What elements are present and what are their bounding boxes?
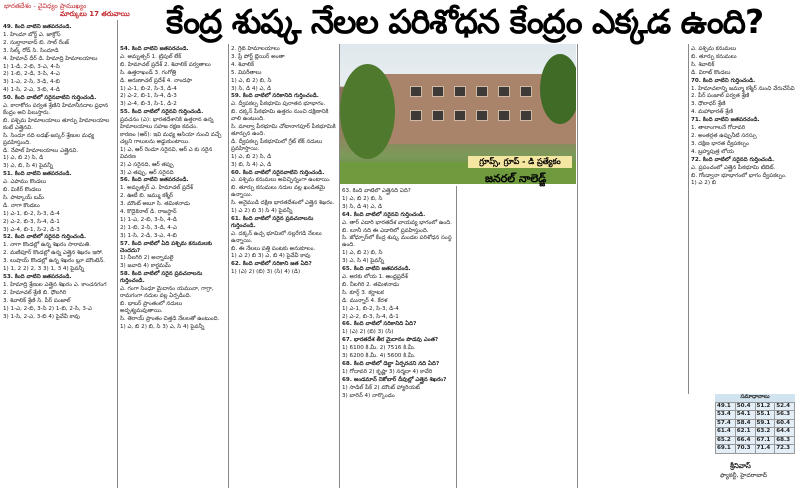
question-line: 1) ఎ 2) బి bbox=[691, 180, 717, 187]
answer-cell: 67.1 bbox=[755, 436, 775, 445]
question-line: బి. మికిర్ కొండలు bbox=[3, 187, 42, 194]
question-line: 1. తాలాంగాలనే గోదావరి bbox=[691, 125, 746, 132]
question-line: 2) ఎ-2, బి-3, సి-4, డి-1 bbox=[342, 313, 399, 320]
question-line: 3) 1-సి, 2-ఎ, 3-బి 4) పైవేవీ కావు bbox=[3, 313, 80, 320]
question-line: బి. గోండ్వానా భూభాగంలో భాగం ద్వీపకల్పం. bbox=[691, 172, 787, 179]
question-line: 3. శివాలిక్ శ్రేణి సి. పీర్ పంజాల్ bbox=[3, 297, 71, 304]
question-line: సి. మాల్వా పీఠభూమి చోటానాగపూర్ పీఠభూమికి తూర్పున ఉంది. bbox=[231, 124, 336, 137]
question-line: ఎ. పశ్చిమ కనుమలు bbox=[691, 46, 737, 52]
answer-cell: 52.4 bbox=[775, 402, 795, 411]
question-stem: 65. కింది వాటిని జతపరచండి. bbox=[342, 266, 411, 273]
question-line: 1) ఎ, బి 2) బి, సి 3) ఎ, సి 4) పైవన్నీ bbox=[120, 323, 205, 330]
column-1 bbox=[3, 24, 115, 488]
section-banner: గ్రూప్స్, గ్రూప్ - డి ప్రత్యేకం bbox=[468, 156, 572, 168]
question-line: బి. పశ్చిమ హిమాలయాలు తూర్పు హిమాలయాల కంటే ఎత్తైనవి. bbox=[3, 117, 110, 131]
author-name: శ్రీనివాస్ bbox=[730, 462, 751, 470]
question-line: 1) (ఎ) 2) (బి) 3) (సి) 4) (డి) bbox=[231, 269, 301, 276]
answer-cell: 57.4 bbox=[716, 419, 736, 428]
question-line: 1) ఎ, బి 2) సి, డి bbox=[231, 153, 272, 160]
question-line: 4) 1-సి, 2-ఎ, 3-బి, 4-డి bbox=[3, 87, 60, 94]
question-line: ఎ. దక్కన్ ఉచ్చ భూమిలో నల్లరేగడి నేలలు ఉన్నాయి. bbox=[231, 230, 322, 244]
question-line: 3. లుషాయ్ కొండల్లో ఉన్న శిఖరం బ్లూ మౌంటెన్. bbox=[3, 258, 105, 265]
answer-cell: 60.4 bbox=[775, 419, 795, 428]
question-line: 2) ఎ-2, బి-3, సి-4, డి-1 bbox=[3, 218, 60, 225]
question-line: బి. తూర్పు కనుమలు bbox=[691, 53, 737, 60]
window bbox=[454, 110, 466, 121]
answer-cell: 66.4 bbox=[735, 436, 755, 445]
answers-row bbox=[716, 411, 795, 420]
question-line: బి. భాబర్ ప్రాంతంలో నదులు అదృశ్యమవుతాయి. bbox=[120, 300, 183, 314]
question-line: 3) సి, డి 4) ఎ, డి bbox=[342, 203, 383, 210]
question-line: బి. దక్కన్ పీఠభూమి ఉత్తరం నుంచి దక్షిణానికి వాలి ఉంటుంది. bbox=[231, 109, 329, 123]
question-stem: 59. కింది వాటిలో సరికానిది గుర్తించండి. bbox=[231, 93, 319, 100]
question-line: బి. లూనీ నది ఈ ఎడారిలో ప్రవహిస్తుంది. bbox=[342, 227, 429, 234]
window bbox=[432, 110, 444, 121]
question-stem: 51. కింది వాటిని జతపరచండి. bbox=[3, 171, 72, 178]
question-line: డి. మున్నార్ 4. కేరళ bbox=[342, 297, 388, 304]
column-3 bbox=[231, 46, 337, 488]
question-line: 63. కింది వాటిలో ఎత్తైనది ఏది? bbox=[342, 188, 411, 194]
question-line: 1. హిమాచలాన్ని జమ్మూ కశ్మీర్ నుంచి వేరుచేసేవి bbox=[691, 85, 795, 92]
page-title: కేంద్ర శుష్క నేలల పరిశోధన కేంద్రం ఎక్కడ ఉంది? bbox=[166, 2, 764, 41]
question-line: 2. ఊటీ బి. జమ్ము కశ్మీర్ bbox=[120, 193, 174, 200]
question-line: 1) 6100 కి.మీ. 2) 7516 కి.మీ. bbox=[342, 345, 416, 352]
question-stem: 69. అండమాన్ నికోబార్ దీవుల్లో ఎత్తైన శిఖరం? bbox=[342, 376, 447, 383]
question-line: 1) ఎ, బి 2) బి, సి bbox=[342, 250, 383, 257]
question-stem: 52. కింది వాటిలో సరైనది గుర్తించండి. bbox=[3, 234, 87, 241]
question-line: 1. నాగా కొండల్లో ఉన్న శిఖరం సారామతి. bbox=[3, 242, 91, 249]
question-line: 1. అమృత్సర్ ఎ. హిమాచల్ ప్రదేశ్ bbox=[120, 185, 193, 192]
question-line: డి. నేపాల్ హిమాలయాలు ఎత్తైనవి. bbox=[3, 147, 79, 154]
question-line: ఎ. కారాకోరం పర్వత శ్రేణిని హిమానీనదాల ప్రధాన కేంద్రం అని పిలుస్తారు. bbox=[3, 103, 109, 116]
question-line: 2) ఎ సరైనది, ఆర్ తప్పు bbox=[120, 161, 174, 168]
question-line: సి. అనైముడి దక్షిణ భారతదేశంలో ఎత్తైన శిఖరం. bbox=[231, 200, 335, 207]
question-line: డి. అరుణాచల్ ప్రదేశ్ 4. నాందఫా bbox=[120, 77, 193, 84]
question-line: 1) 1, 2 2) 2, 3 3) 1, 3 4) పైవన్నీ bbox=[3, 266, 85, 273]
question-line: 3. మౌంట్ అబూ సి. తమిళనాడు bbox=[120, 201, 190, 208]
question-line: డి. విరాట్ కొండలు bbox=[691, 69, 731, 76]
answer-cell: 62.1 bbox=[735, 428, 755, 437]
answer-cell: 71.4 bbox=[755, 445, 775, 454]
question-line: 3) బి, సి 4) ఎ, డి bbox=[231, 161, 272, 168]
answers-row bbox=[716, 419, 795, 428]
question-line: 4. కొడైకెనాల్ డి. రాజస్థాన్ bbox=[120, 209, 177, 216]
tree bbox=[340, 64, 395, 159]
question-line: బి. నీలగిరి 2. తమిళనాడు bbox=[342, 281, 399, 288]
column-divider bbox=[228, 44, 229, 488]
column-divider bbox=[456, 186, 457, 488]
question-line: 2. మణిపూర్ కొండల్లో ఉన్న ఎత్తైన శిఖరం ఇసో. bbox=[3, 250, 104, 257]
question-line: 3) జవాది 4) కార్డమమ్ bbox=[120, 263, 171, 270]
question-stem: 54. కింది వాటిని జతపరచండి. bbox=[120, 46, 189, 52]
question-line: 3) సి, డి 4) ఎ, డి bbox=[231, 85, 272, 92]
question-line: 3) ఎ, సి 4) పైవన్నీ bbox=[342, 258, 385, 265]
question-line: 2) 1-బి, 2-డి, 3-సి, 4-ఎ bbox=[3, 71, 60, 78]
question-stem: 49. కింది వాటిని జతపరచండి. bbox=[3, 24, 72, 30]
question-stem: 57. కింది వాటిలో ఏది పశ్చిమ కనుమలకు చెందదు? bbox=[120, 240, 213, 254]
question-line: 3. సిల్క్ రోడ్ సి. సిందూడి bbox=[3, 47, 59, 54]
question-stem: 72. కింది వాటిలో సరైనది గుర్తించండి. bbox=[691, 156, 775, 163]
question-line: ఎ. ద్వీపకల్ప పీఠభూమి పురాతన భూభాగం. bbox=[231, 101, 326, 108]
question-line: సి. జోధ్పూర్‌లో కేంద్ర శుష్క మండల పరిశోధన సంస్థ ఉంది. bbox=[342, 235, 452, 249]
question-line: 2. గ్రేట్ హిమాలయాలు bbox=[231, 46, 280, 52]
question-line: 5. విపరీతాలు bbox=[231, 69, 262, 76]
question-line: ఎ. అరకు లోయ 1. ఆంధ్రప్రదేశ్ bbox=[342, 273, 408, 280]
question-line: 3) 6200 కి.మీ. 4) 5600 కి.మీ. bbox=[342, 353, 416, 360]
question-line: 2. అంతర్గత ఉప్పునీటి సరస్సు bbox=[691, 132, 757, 139]
question-line: 1) గోదావరి 2) కృష్ణా 3) నర్మదా 4) కావేరి bbox=[342, 368, 433, 375]
window bbox=[454, 86, 466, 97]
window bbox=[476, 86, 488, 97]
question-line: 4. హిమాచ్ దీర్ డి. హిమాద్రి హిమాలయాలు bbox=[3, 55, 98, 62]
author-desc: ఫ్యాకల్టీ, హైదరాబాద్ bbox=[720, 472, 768, 479]
answer-cell: 68.3 bbox=[775, 436, 795, 445]
question-line: 1) 1-ఎ, 2-బి, 3-సి, 4-డి bbox=[120, 216, 177, 223]
question-line: 4. శివాలిక్ bbox=[231, 61, 255, 68]
answers-row bbox=[716, 428, 795, 437]
answer-cell: 59.1 bbox=[755, 419, 775, 428]
question-line: 1) (ఎ) 2) (బి) 3) (సి) bbox=[342, 329, 394, 336]
question-line: 3. ధౌలాధర్ శ్రేణి bbox=[691, 101, 726, 108]
answer-cell: 65.2 bbox=[716, 436, 736, 445]
column-divider bbox=[117, 20, 118, 488]
question-line: 1) 1-డి, 2-బి, 3-ఎ, 4-సి bbox=[3, 63, 60, 70]
column-6 bbox=[691, 46, 797, 390]
window bbox=[498, 86, 510, 97]
column-divider bbox=[577, 44, 578, 488]
answer-cell: 72.3 bbox=[775, 445, 795, 454]
question-stem: 56. కింది వాటిని జతపరచండి. bbox=[120, 177, 189, 184]
question-stem: 67. భారతదేశ తీర మైదానం పొడవు ఎంత? bbox=[342, 337, 439, 344]
answer-cell: 50.4 bbox=[735, 402, 755, 411]
question-line: కారణం (ఆర్): ఇవి మధ్య ఆసియా నుంచి వచ్చే చల్లని గాలులను అడ్డుకుంటాయి. bbox=[120, 131, 222, 145]
question-line: ఎ. ప్రపంచంలో ఎత్తైన పీఠభూమి టిబెట్. bbox=[691, 164, 776, 171]
question-line: 3) ఎ-4, బి-1, సి-2, డి-3 bbox=[3, 226, 60, 233]
question-line: ఎ. అమృత్సర్ 1. ట్రిపుల్ లేక్ bbox=[120, 53, 182, 60]
answers-row bbox=[716, 436, 795, 445]
question-line: 1) ఎ, ఆర్ రెండూ సరైనవి, ఆర్ ఎ కు సరైన వివరణ bbox=[120, 146, 213, 160]
question-line: 1) సాడిల్ పీక్ 2) మౌంట్ హ్యారియట్ bbox=[342, 384, 420, 391]
window bbox=[498, 110, 510, 121]
question-line: ఎ. ఎపాము కొండలు bbox=[3, 179, 47, 186]
question-line: 1) ఎ, బి 2) సి, డి bbox=[3, 155, 44, 162]
question-line: ఎ. తార్ ఎడారి భారతదేశ వాయవ్య భాగంలో ఉంది. bbox=[342, 219, 452, 226]
question-line: 2. సుల్తానాబాద్ బి. సాల్ రేంజ్ bbox=[3, 39, 69, 46]
answers-title: సమాధానాలు bbox=[715, 394, 795, 402]
question-line: 1) ఎ 2) బి 3) ఎ, బి 4) పైవేవీ కావు bbox=[231, 253, 311, 260]
answer-cell: 61.4 bbox=[716, 428, 736, 437]
question-line: 3) 1-సి, 2-డి, 3-ఎ, 4-బి bbox=[120, 232, 177, 239]
window bbox=[410, 110, 422, 121]
question-line: ప్రవచనం (ఎ): భారతదేశానికి ఉత్తరాన ఉన్న హిమాలయాలు సహజ రక్షణ కవచం. bbox=[120, 117, 214, 131]
question-line: 1) ఎ, బి 2) బి, సి bbox=[342, 195, 383, 202]
question-line: 3. ప్రీ పోర్ట్ బ్లెయిర్ అంతా bbox=[231, 53, 285, 60]
question-line: 3) బారెన్ 4) నార్కొండం bbox=[342, 392, 395, 399]
window bbox=[432, 86, 444, 97]
question-line: 1) ఎ-1, బి-2, సి-3, డి-4 bbox=[3, 210, 60, 217]
question-line: సి. పాట్కాయ్ బమ్ bbox=[3, 194, 44, 201]
question-line: 4. బ్రహ్మపుత్ర లోయ bbox=[691, 148, 734, 155]
question-stem: 50. కింది వాటిలో సరైనవాటిని గుర్తించండి. bbox=[3, 95, 97, 102]
question-line: ఎ. పశ్చిమ కనుమలు అవిచ్ఛిన్నంగా ఉంటాయి. bbox=[231, 177, 331, 184]
question-stem: 58. కింది వాటిలో సరైన ప్రవచనాలను గుర్తించండి. bbox=[120, 271, 203, 285]
brand-text: భారతదేశం - వైవిధ్యం ప్రాముఖ్యం bbox=[4, 2, 87, 10]
question-line: 1) 1-ఎ, 2-బి, 3-సి 2) 1-బి, 2-సి, 3-ఎ bbox=[3, 305, 92, 312]
question-line: 3) 1-ఎ, 2-సి, 3-డి, 4-బి bbox=[3, 79, 60, 86]
question-line: 3) ఎ తప్పు, ఆర్ సరైనది bbox=[120, 169, 174, 176]
question-line: 4. మహాభారత్ శ్రేణి bbox=[691, 109, 733, 116]
question-stem: 55. కింది వాటిలో సరైనవి గుర్తించండి. bbox=[120, 109, 204, 116]
question-line: సి. కూర్గ్ 3. కర్ణాటక bbox=[342, 289, 384, 296]
question-line: బి. తూర్పు కనుమలు నదుల వల్ల ఖండితమై ఉన్నాయి. bbox=[231, 185, 326, 199]
brand-line bbox=[4, 2, 154, 10]
answer-cell: 53.4 bbox=[716, 411, 736, 420]
answer-cell: 49.1 bbox=[716, 402, 736, 411]
question-line: 2. హిమాచల్ శ్రేణి బి. ధౌలగిరి bbox=[3, 289, 67, 296]
answers-row bbox=[716, 402, 795, 411]
question-stem: 60. కింది వాటిలో సరైనవాటిని గుర్తించండి. bbox=[231, 169, 325, 176]
question-line: 3) ఎ-4, బి-3, సి-1, డి-2 bbox=[120, 101, 177, 108]
question-stem: 64. కింది వాటిలో సరైనవి గుర్తించండి. bbox=[342, 211, 426, 218]
question-stem: 71. కింది వాటిని జతపరచండి. bbox=[691, 117, 760, 124]
question-line: 1) ఎ, బి 2) బి, సి bbox=[231, 77, 272, 84]
question-line: 1) ఎ 2) బి 3) సి 4) పైవన్నీ bbox=[231, 208, 293, 215]
window bbox=[520, 110, 532, 121]
question-line: 2) 1-బి, 2-సి, 3-డి, 4-ఎ bbox=[120, 224, 177, 231]
answer-cell: 58.4 bbox=[735, 419, 755, 428]
answer-cell: 51.2 bbox=[755, 402, 775, 411]
question-stem: 68. కింది వాటిలో డెల్టా ఏర్పరచని నది ఏది? bbox=[342, 360, 440, 367]
question-line: డి. నాగా కొండలు bbox=[3, 202, 40, 209]
marks-label: మార్కులు 17 తరువాయి bbox=[60, 10, 130, 18]
question-line: 1) ఎ-1, బి-2, సి-3, డి-4 bbox=[120, 85, 177, 92]
column-2 bbox=[120, 46, 226, 488]
question-stem: 53. కింది వాటిని జతపరచండి. bbox=[3, 274, 72, 280]
question-stem: 62. కింది వాటిలో సరికాని జత ఏది? bbox=[231, 261, 312, 268]
answer-cell: 56.3 bbox=[775, 411, 795, 420]
question-line: డి. ద్వీపకల్ప పీఠభూమిలో గ్రేట్ లేక్ నదులు ప్రవహిస్తాయి. bbox=[231, 138, 323, 152]
answer-cell: 70.3 bbox=[735, 445, 755, 454]
question-line: ఎ. గంగా సింధూ మైదానం యమునా, గాగ్రా, రామగంగా నదుల వల్ల ఏర్పడింది. bbox=[120, 286, 214, 299]
question-line: 1. హిమాద్రి శ్రేణుల ఎత్తైన శిఖరం ఎ. కాంచనగంగ bbox=[3, 281, 107, 288]
question-line: 2) ఎ-2, బి-1, సి-4, డి-3 bbox=[120, 93, 177, 100]
answers-row bbox=[716, 445, 795, 454]
question-line: సి. శివాలిక్ bbox=[691, 61, 715, 68]
window bbox=[410, 86, 422, 97]
answers-table bbox=[715, 394, 795, 454]
question-line: 3) ఎ, బి, సి 4) పైవన్నీ bbox=[3, 163, 53, 170]
answer-cell: 54.1 bbox=[735, 411, 755, 420]
question-line: 1. హిందూ బోర్డ్ ఎ. జాక్రోస్ bbox=[3, 31, 61, 38]
column-4 bbox=[342, 188, 454, 488]
question-line: సి. ఉత్తరాఖండ్ 3. గంగోత్రి bbox=[120, 69, 177, 76]
question-line: సి. తెరాయ్ ప్రాంతం చిత్తడి నేలలతో ఉంటుంది. bbox=[120, 315, 220, 322]
question-line: 3. దక్షిణ భారత ద్వీపకల్పం bbox=[691, 140, 750, 147]
column-divider bbox=[688, 44, 689, 394]
question-stem: 66. కింది వాటిలో సరికానిది ఏది? bbox=[342, 321, 417, 328]
answer-cell: 63.2 bbox=[755, 428, 775, 437]
question-stem: 61. కింది వాటిలో సరైన ప్రవచనాలను గుర్తించండి. bbox=[231, 215, 314, 229]
question-line: 1) ఎ-1, బి-2, సి-3, డి-4 bbox=[342, 305, 399, 312]
answers-grid bbox=[715, 402, 795, 454]
answer-cell: 69.1 bbox=[716, 445, 736, 454]
question-line: 2. పీర్ పంజాల్ పర్వత శ్రేణి bbox=[691, 93, 750, 100]
answer-cell: 55.1 bbox=[755, 411, 775, 420]
tree bbox=[540, 54, 576, 124]
question-line: బి. ఈ నేలలు పత్తి పంటకు అనుకూలం. bbox=[231, 245, 316, 252]
window bbox=[520, 86, 532, 97]
question-stem: 70. కింది వాటిని గుర్తించండి. bbox=[691, 77, 756, 84]
question-line: సి. సిందూ నది లడఖ్-జస్కర్ శ్రేణుల మధ్య ప్రవహిస్తుంది. bbox=[3, 132, 95, 146]
answer-cell: 64.4 bbox=[775, 428, 795, 437]
question-line: బి. హిమాచల్ ప్రదేశ్ 2. శివాలిక్ పర్వతాలు bbox=[120, 61, 211, 68]
section-title: జనరల్ నాలెడ్జ్ bbox=[485, 172, 547, 185]
window bbox=[476, 110, 488, 121]
question-line: 1) నీలగిరి 2) అన్నామలై bbox=[120, 255, 174, 262]
